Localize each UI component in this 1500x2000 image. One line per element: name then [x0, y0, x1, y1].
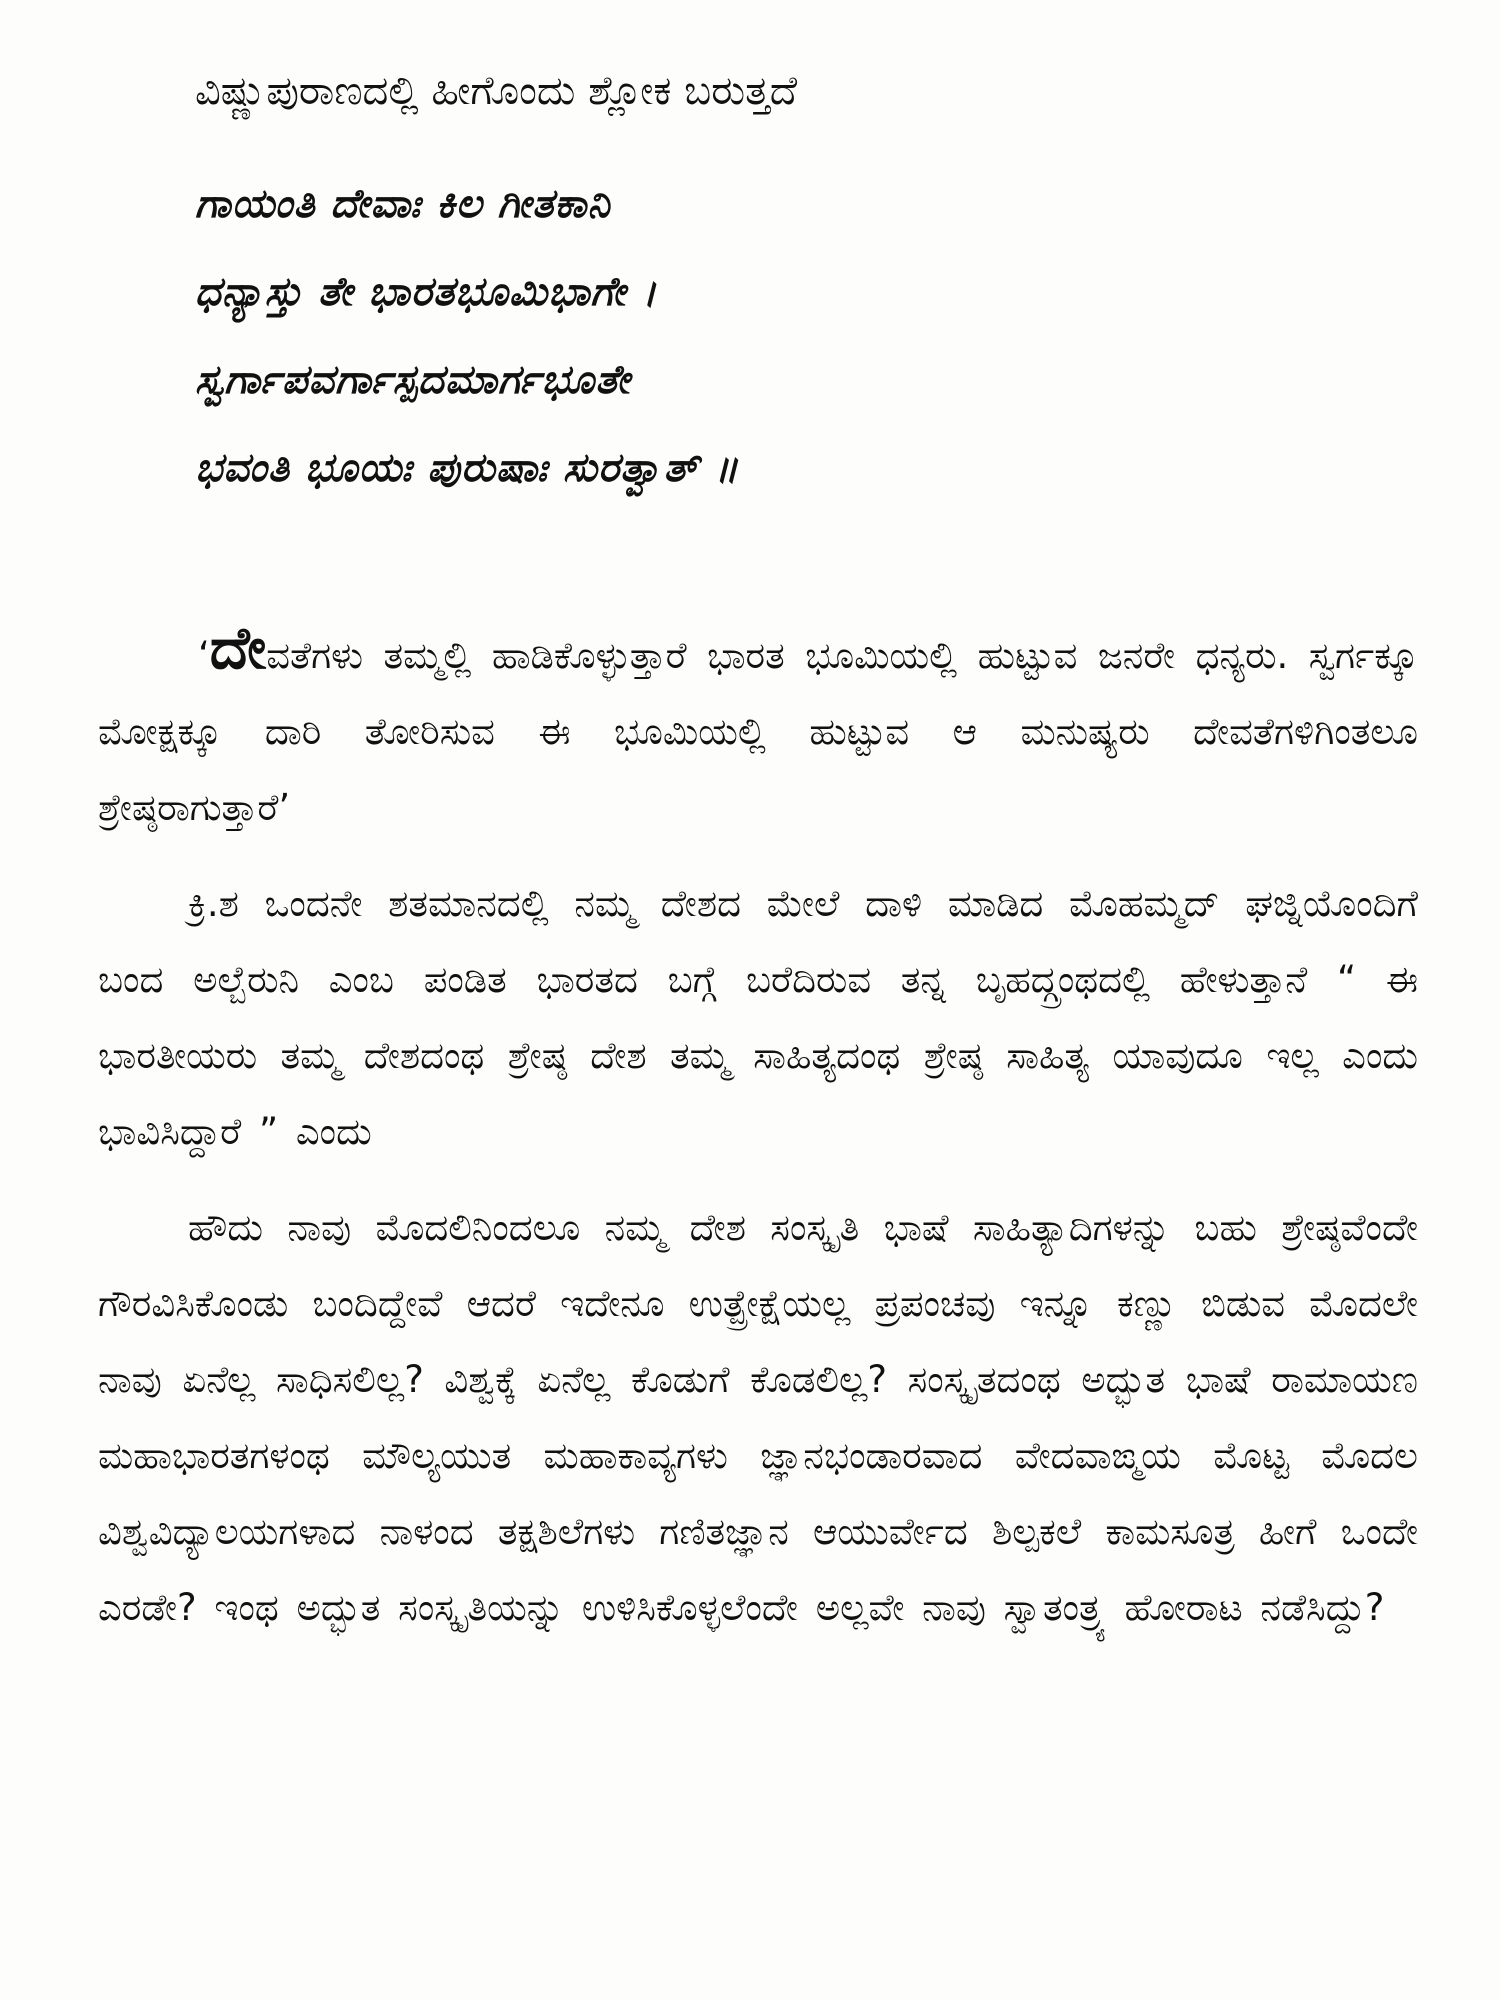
paragraph-3: ಹೌದು ನಾವು ಮೊದಲಿನಿಂದಲೂ ನಮ್ಮ ದೇಶ ಸಂಸ್ಕೃತಿ ಭಾಷೆ ಸಾಹಿತ್ಯಾದಿಗಳನ್ನು ಬಹು ಶ್ರೇಷ್ಠವೆಂದೇ ಗೌರವಿಸಿಕೊಂಡು ಬಂದಿದ್ದೇವೆ ಆದರೆ ಇದೇನೂ ಉತ್ಪ್ರೇಕ್ಷೆಯಲ್ಲ ಪ್ರಪಂಚವು ಇನ್ನೂ ಕಣ್ಣು ಬಿಡುವ ಮೊದಲೇ ನಾವು ಏನೆಲ್ಲ ಸಾಧಿಸಲಿಲ್ಲ? ವಿಶ್ವಕ್ಕೆ ಏನೆಲ್ಲ ಕೊಡುಗೆ ಕೊಡಲಿಲ್ಲ? ಸಂಸ್ಕೃತದಂಥ ಅದ್ಭುತ ಭಾಷೆ ರಾಮಾಯಣ ಮಹಾಭಾರತಗಳಂಥ ಮೌಲ್ಯಯುತ ಮಹಾಕಾವ್ಯಗಳು ಜ್ಞಾನಭಂಡಾರವಾದ ವೇದವಾಙ್ಮಯ ಮೊಟ್ಟ ಮೊದಲ ವಿಶ್ವವಿದ್ಯಾಲಯಗಳಾದ ನಾಳಂದ ತಕ್ಷಶಿಲೆಗಳು ಗಣಿತಜ್ಞಾನ ಆಯುರ್ವೇದ ಶಿಲ್ಪಕಲೆ ಕಾಮಸೂತ್ರ ಹೀಗೆ ಒಂದೇ ಎರಡೇ? ಇಂಥ ಅದ್ಭುತ ಸಂಸ್ಕೃತಿಯನ್ನು ಉಳಿಸಿಕೊಳ್ಳಲೆಂದೇ ಅಲ್ಲವೇ ನಾವು ಸ್ವಾತಂತ್ರ್ಯ ಹೋರಾಟ ನಡೆಸಿದ್ದು?	[98, 1206, 1418, 1629]
drop-cap: ದೇ	[209, 614, 267, 682]
paragraph-1	[98, 610, 1418, 846]
open-quote: ‘	[198, 634, 210, 677]
paragraph-2: ಕ್ರಿ.ಶ ಒಂದನೇ ಶತಮಾನದಲ್ಲಿ ನಮ್ಮ ದೇಶದ ಮೇಲೆ ದಾಳಿ ಮಾಡಿದ ಮೊಹಮ್ಮದ್ ಘಜ್ನಿಯೊಂದಿಗೆ ಬಂದ ಅಲ್ಬೆರುನಿ ಎಂಬ ಪಂಡಿತ ಭಾರತದ ಬಗ್ಗೆ ಬರೆದಿರುವ ತನ್ನ ಬೃಹದ್ಗ್ರಂಥದಲ್ಲಿ ಹೇಳುತ್ತಾನೆ “ ಈ ಭಾರತೀಯರು ತಮ್ಮ ದೇಶದಂಥ ಶ್ರೇಷ್ಠ ದೇಶ ತಮ್ಮ ಸಾಹಿತ್ಯದಂಥ ಶ್ರೇಷ್ಠ ಸಾಹಿತ್ಯ ಯಾವುದೂ ಇಲ್ಲ ಎಂದು ಭಾವಿಸಿದ್ದಾರೆ ” ಎಂದು	[98, 882, 1418, 1153]
paragraph-1-text: ವತೆಗಳು ತಮ್ಮಲ್ಲಿ ಹಾಡಿಕೊಳ್ಳುತ್ತಾರೆ ಭಾರತ ಭೂಮಿಯಲ್ಲಿ ಹುಟ್ಟುವ ಜನರೇ ಧನ್ಯರು. ಸ್ವರ್ಗಕ್ಕೂ ಮೋಕ್ಷಕ್ಕೂ ದಾರಿ ತೋರಿಸುವ ಈ ಭೂಮಿಯಲ್ಲಿ ಹುಟ್ಟುವ ಆ ಮನುಷ್ಯರು ದೇವತೆಗಳಿಗಿಂತಲೂ ಶ್ರೇಷ್ಠರಾಗುತ್ತಾರೆ’	[98, 634, 1418, 829]
verse-block	[195, 160, 1195, 512]
verse-line-3: ಸ್ವರ್ಗಾಪವರ್ಗಾಸ್ಪದಮಾರ್ಗಭೂತೇ	[195, 357, 631, 403]
verse-line-4: ಭವಂತಿ ಭೂಯಃ ಪುರುಷಾಃ ಸುರತ್ವಾತ್ ॥	[195, 445, 740, 491]
body-text	[98, 610, 1418, 1666]
verse-line-2: ಧನ್ಯಾಸ್ತು ತೇ ಭಾರತಭೂಮಿಭಾಗೇ ।	[195, 269, 658, 315]
verse-line-1: ಗಾಯಂತಿ ದೇವಾಃ ಕಿಲ ಗೀತಕಾನಿ	[195, 181, 611, 227]
intro-line: ವಿಷ್ಣುಪುರಾಣದಲ್ಲಿ ಹೀಗೊಂದು ಶ್ಲೋಕ ಬರುತ್ತದೆ	[195, 68, 798, 114]
